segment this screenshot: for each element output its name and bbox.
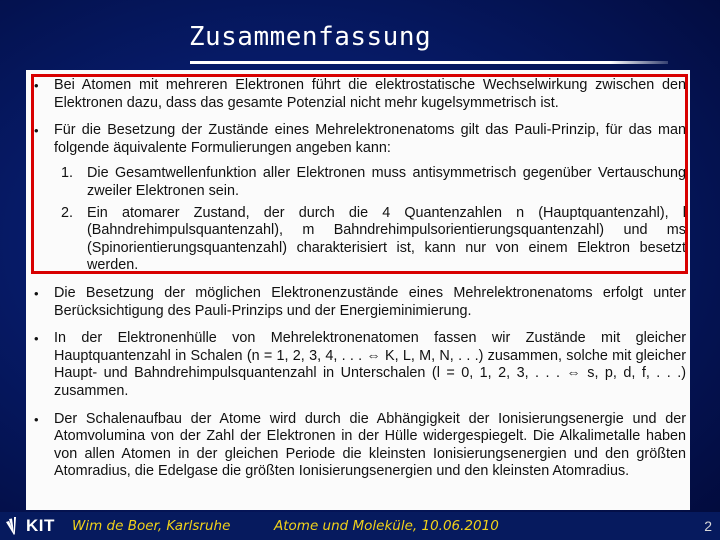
footer-course-date: Atome und Moleküle, 10.06.2010 <box>274 518 499 534</box>
content-panel <box>26 70 690 510</box>
bullet-item <box>32 77 686 112</box>
item-text: Die Gesamtwellenfunktion aller Elektronen muss antisymmetrisch gegenüber Vertauschung zweiler Elektronen sein. <box>87 165 686 199</box>
item-number: 2. <box>61 204 74 221</box>
item-text: Ein atomarer Zustand, der durch die 4 Quantenzahlen n (Hauptquantenzahl), l (Bahndrehimpulsquantenzahl), m Bahndrehimpulsorientierungsquantenzahl) und ms (Spinorientierungsquantenzahl) charakterisiert ist, kann nur von einem Elektron besetzt werden. <box>87 204 686 274</box>
bullet-item <box>32 285 686 320</box>
bullet-item <box>32 411 686 481</box>
numbered-item <box>54 165 686 200</box>
kit-logo <box>4 515 60 537</box>
page-number: 2 <box>704 518 712 534</box>
footer-author: Wim de Boer, Karlsruhe <box>72 518 231 534</box>
pauli-formulations-list <box>54 165 686 275</box>
bullet-text: Bei Atomen mit mehreren Elektronen führt die elektrostatische Wechselwirkung zwischen den Elektronen dazu, dass das gesamte Potenzial nicht mehr kugelsymmetrisch ist. <box>54 77 686 111</box>
slide-title: Zusammenfassung <box>188 22 432 52</box>
bullet-text: In der Elektronenhülle von Mehrelektronenatomen fassen wir Zustände mit gleicher Hauptquantenzahl in Schalen (n = 1, 2, 3, 4, . . . ⇔ K, L, M, N, . . .) zusammen, solche mit gleicher Haupt- und Bahndrehimpulsquantenzahl in Unterschalen (l = 0, 1, 2, 3, . . . ⇔ s, p, d, f, . . .) zusammen. <box>54 330 686 399</box>
bullet-text: Für die Besetzung der Zustände eines Mehrelektronenatoms gilt das Pauli-Prinzip, für das man folgende äquivalente Formulierungen angeben kann: <box>54 122 686 156</box>
bullet-item <box>32 330 686 400</box>
bullet-list <box>32 77 686 491</box>
bullet-text: Die Besetzung der möglichen Elektronenzustände eines Mehrelektronenatoms erfolgt unter Berücksichtigung des Pauli-Prinzips und der Energieminimierung. <box>54 284 686 319</box>
bullet-text: Der Schalenaufbau der Atome wird durch die Abhängigkeit der Ionisierungsenergie und der Atomvolumina von der Zahl der Elektronen in der Hülle widergespiegelt. Die Alkalimetalle haben von allen Atomen in der gleichen Periode die kleinsten Ionisierungsenergien und den größten Atomradius, die Edelgase die größten Ionisierungsenergien und den kleinsten Atomradius. <box>54 410 686 480</box>
kit-logo-icon <box>4 516 24 536</box>
item-number: 1. <box>61 165 74 182</box>
title-underline <box>190 61 668 64</box>
kit-logo-text: KIT <box>26 516 55 535</box>
bullet-item <box>32 122 686 275</box>
numbered-item <box>54 205 686 275</box>
